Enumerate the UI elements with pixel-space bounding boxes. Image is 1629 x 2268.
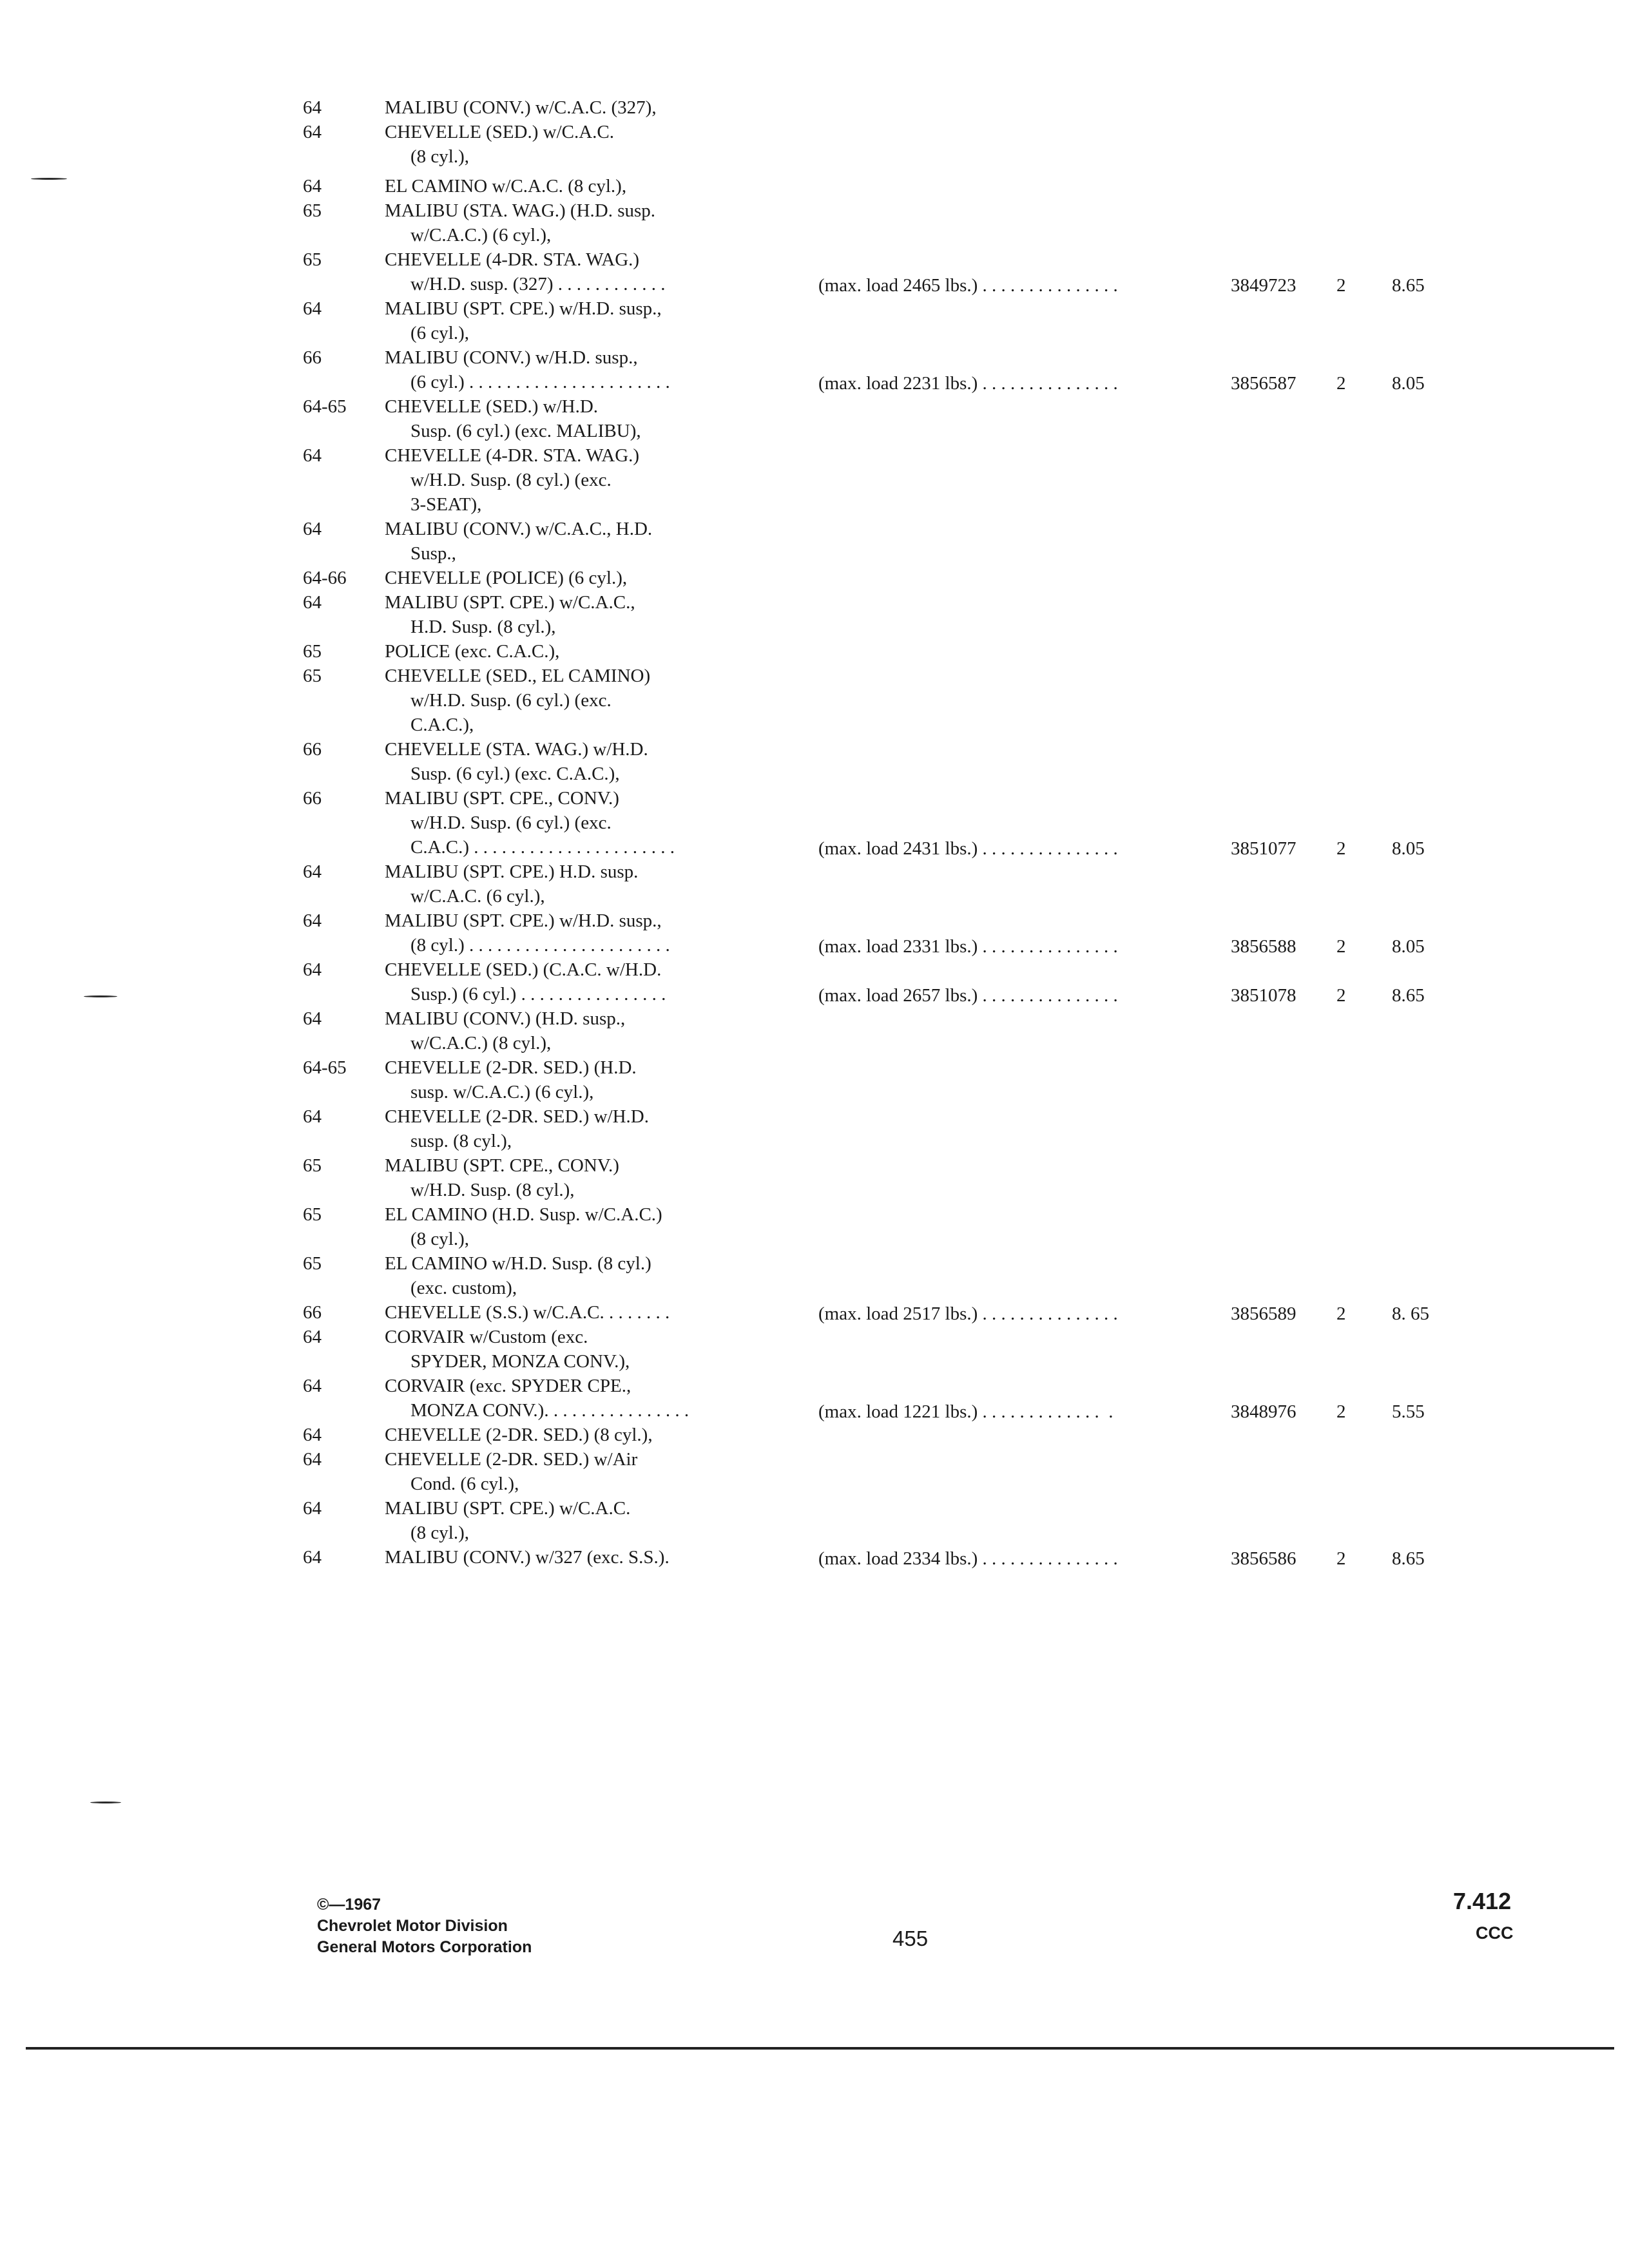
model-year: 66 [303,1302,322,1323]
model-year: 66 [303,347,322,368]
model-year: 64-66 [303,568,347,588]
description-line: (6 cyl.) . . . . . . . . . . . . . . . . . . . . . . [410,372,670,392]
max-load-spec: (max. load 2231 lbs.) . . . . . . . . . . . . . . . [818,373,1118,394]
model-year: 64 [303,861,322,882]
model-year: 65 [303,1155,322,1176]
model-description [385,860,638,908]
description-line: Cond. (6 cyl.), [410,1474,519,1494]
quantity: 2 [1336,373,1346,394]
division-line: Chevrolet Motor Division [317,1917,508,1935]
description-line: SPYDER, MONZA CONV.), [410,1351,630,1372]
model-year: 64-65 [303,396,347,417]
description-line: CHEVELLE (SED.) (C.A.C. w/H.D. [385,959,662,980]
description-line: MALIBU (SPT. CPE., CONV.) [385,788,619,809]
model-description [385,517,652,566]
description-line: (8 cyl.), [410,146,469,167]
quantity: 2 [1336,1548,1346,1569]
model-year: 64 [303,959,322,980]
part-number: 3856589 [1231,1303,1296,1324]
description-line: EL CAMINO w/C.A.C. (8 cyl.), [385,176,627,197]
model-description [385,566,627,590]
description-line: CHEVELLE (SED.) w/H.D. [385,396,599,417]
description-line: w/C.A.C. (6 cyl.), [410,886,545,907]
description-line: w/C.A.C.) (8 cyl.), [410,1033,552,1053]
description-line: Susp.) (6 cyl.) . . . . . . . . . . . . . . . . [410,984,666,1004]
model-year: 64 [303,1449,322,1470]
page-number: 455 [892,1927,929,1950]
model-description [385,1251,651,1300]
model-year: 64 [303,1106,322,1127]
model-description [385,1006,625,1055]
model-description [385,1447,637,1496]
description-line: (8 cyl.), [410,1523,469,1543]
description-line: MONZA CONV.). . . . . . . . . . . . . . . . [410,1400,689,1421]
publisher-block [317,1894,532,1958]
description-line: Susp. (6 cyl.) (exc. MALIBU), [410,421,641,441]
part-number: 3856588 [1231,936,1296,957]
model-description [385,345,670,394]
model-year: 64 [303,519,322,539]
part-number: 3851078 [1231,985,1296,1006]
corporation-line: General Motors Corporation [317,1938,532,1956]
model-year: 64 [303,122,322,142]
part-number: 3849723 [1231,275,1296,296]
model-description [385,443,639,517]
description-line: CHEVELLE (2-DR. SED.) (8 cyl.), [385,1425,653,1445]
model-year: 65 [303,249,322,270]
description-line: EL CAMINO (H.D. Susp. w/C.A.C.) [385,1204,662,1225]
description-line: CORVAIR w/Custom (exc. [385,1327,588,1347]
max-load-spec: (max. load 2657 lbs.) . . . . . . . . . . . . . . . [818,985,1118,1006]
model-year: 64 [303,1498,322,1519]
description-line: w/H.D. Susp. (8 cyl.), [410,1180,575,1200]
section-number: 7.412 [1453,1888,1512,1914]
model-description [385,1055,637,1104]
description-line: C.A.C.), [410,715,474,735]
model-year: 66 [303,739,322,760]
price: 8.05 [1392,838,1425,859]
description-line: CHEVELLE (2-DR. SED.) w/H.D. [385,1106,649,1127]
quantity: 2 [1336,936,1346,957]
description-line: susp. (8 cyl.), [410,1131,512,1151]
model-year: 64 [303,298,322,319]
description-line: CHEVELLE (SED., EL CAMINO) [385,666,651,686]
description-line: (6 cyl.), [410,323,469,343]
part-number: 3856587 [1231,373,1296,394]
description-line: CORVAIR (exc. SPYDER CPE., [385,1376,631,1396]
price: 8.65 [1392,275,1425,296]
model-year: 65 [303,200,322,221]
price: 8. 65 [1392,1303,1429,1324]
price: 8.65 [1392,1548,1425,1569]
copyright-line: ©—1967 [317,1896,381,1914]
price: 8.65 [1392,985,1425,1006]
description-line: MALIBU (CONV.) w/C.A.C. (327), [385,97,657,118]
price: 8.05 [1392,373,1425,394]
model-description [385,1153,619,1202]
description-line: MALIBU (STA. WAG.) (H.D. susp. [385,200,656,221]
description-line: H.D. Susp. (8 cyl.), [410,617,556,637]
model-description [385,737,648,786]
model-description [385,247,666,296]
description-line: (8 cyl.) . . . . . . . . . . . . . . . . . . . . . . [410,935,670,956]
model-description [385,198,655,247]
model-description [385,1300,670,1325]
description-line: Susp., [410,543,456,564]
description-line: w/H.D. Susp. (8 cyl.) (exc. [410,470,612,490]
model-description [385,786,675,860]
max-load-spec: (max. load 2431 lbs.) . . . . . . . . . . . . . . . [818,838,1118,859]
description-line: MALIBU (CONV.) w/C.A.C., H.D. [385,519,653,539]
model-year: 66 [303,788,322,809]
description-line: CHEVELLE (2-DR. SED.) w/Air [385,1449,638,1470]
model-description [385,1496,630,1545]
max-load-spec: (max. load 2331 lbs.) . . . . . . . . . . . . . . . [818,936,1118,957]
max-load-spec: (max. load 1221 lbs.) . . . . . . . . . . . . . . [818,1401,1113,1422]
part-number: 3848976 [1231,1401,1296,1422]
description-line: MALIBU (SPT. CPE.) w/C.A.C. [385,1498,631,1519]
model-description [385,908,670,957]
description-line: C.A.C.) . . . . . . . . . . . . . . . . . . . . . . [410,837,675,858]
description-line: CHEVELLE (STA. WAG.) w/H.D. [385,739,648,760]
model-year: 64 [303,1327,322,1347]
model-year: 64 [303,445,322,466]
description-line: w/C.A.C.) (6 cyl.), [410,225,552,245]
model-description [385,120,614,169]
max-load-spec: (max. load 2517 lbs.) . . . . . . . . . . . . . . . [818,1303,1118,1324]
model-description [385,394,641,443]
model-description [385,1545,670,1570]
model-description [385,590,635,639]
margin-mark [84,995,117,997]
description-line: MALIBU (CONV.) w/327 (exc. S.S.). [385,1547,670,1568]
model-year: 65 [303,1253,322,1274]
quantity: 2 [1336,275,1346,296]
max-load-spec: (max. load 2334 lbs.) . . . . . . . . . . . . . . . [818,1548,1118,1569]
model-year: 64 [303,176,322,197]
model-description [385,1325,630,1374]
model-year: 64 [303,1547,322,1568]
description-line: CHEVELLE (SED.) w/C.A.C. [385,122,615,142]
model-year: 64 [303,1425,322,1445]
bottom-rule [26,2047,1614,2050]
quantity: 2 [1336,1401,1346,1422]
model-year: 65 [303,1204,322,1225]
description-line: CHEVELLE (2-DR. SED.) (H.D. [385,1057,637,1078]
model-year: 64 [303,592,322,613]
description-line: (exc. custom), [410,1278,517,1298]
model-description [385,957,666,1006]
description-line: susp. w/C.A.C.) (6 cyl.), [410,1082,594,1102]
model-description [385,174,626,198]
quantity: 2 [1336,985,1346,1006]
model-year: 65 [303,641,322,662]
model-description [385,1374,689,1423]
description-line: CHEVELLE (POLICE) (6 cyl.), [385,568,628,588]
description-line: (8 cyl.), [410,1229,469,1249]
max-load-spec: (max. load 2465 lbs.) . . . . . . . . . . . . . . . [818,275,1118,296]
model-description [385,1423,653,1447]
description-line: MALIBU (SPT. CPE.) H.D. susp. [385,861,639,882]
part-number: 3851077 [1231,838,1296,859]
quantity: 2 [1336,1303,1346,1324]
description-line: MALIBU (CONV.) (H.D. susp., [385,1008,626,1029]
price: 8.05 [1392,936,1425,957]
model-description [385,664,650,737]
model-description [385,95,657,120]
description-line: w/H.D. susp. (327) . . . . . . . . . . . . [410,274,666,294]
model-year: 64 [303,1008,322,1029]
description-line: MALIBU (SPT. CPE.) w/H.D. susp., [385,298,662,319]
model-year: 64 [303,97,322,118]
model-description [385,296,662,345]
description-line: EL CAMINO w/H.D. Susp. (8 cyl.) [385,1253,651,1274]
price: 5.55 [1392,1401,1425,1422]
description-line: MALIBU (CONV.) w/H.D. susp., [385,347,638,368]
model-description [385,1202,662,1251]
description-line: MALIBU (SPT. CPE.) w/C.A.C., [385,592,635,613]
model-year: 64 [303,910,322,931]
description-line: Susp. (6 cyl.) (exc. C.A.C.), [410,764,620,784]
description-line: MALIBU (SPT. CPE.) w/H.D. susp., [385,910,662,931]
description-line: CHEVELLE (4-DR. STA. WAG.) [385,249,640,270]
model-year: 64 [303,1376,322,1396]
description-line: MALIBU (SPT. CPE., CONV.) [385,1155,619,1176]
description-line: CHEVELLE (S.S.) w/C.A.C. . . . . . . . [385,1302,670,1323]
description-line: 3-SEAT), [410,494,482,515]
section-code: CCC [1476,1923,1514,1943]
quantity: 2 [1336,838,1346,859]
model-year: 64-65 [303,1057,347,1078]
description-line: CHEVELLE (4-DR. STA. WAG.) [385,445,640,466]
model-description [385,639,559,664]
margin-mark [31,178,67,180]
description-line: w/H.D. Susp. (6 cyl.) (exc. [410,812,612,833]
description-line: w/H.D. Susp. (6 cyl.) (exc. [410,690,612,711]
model-description [385,1104,649,1153]
model-year: 65 [303,666,322,686]
part-number: 3856586 [1231,1548,1296,1569]
margin-mark [90,1802,121,1803]
description-line: POLICE (exc. C.A.C.), [385,641,560,662]
